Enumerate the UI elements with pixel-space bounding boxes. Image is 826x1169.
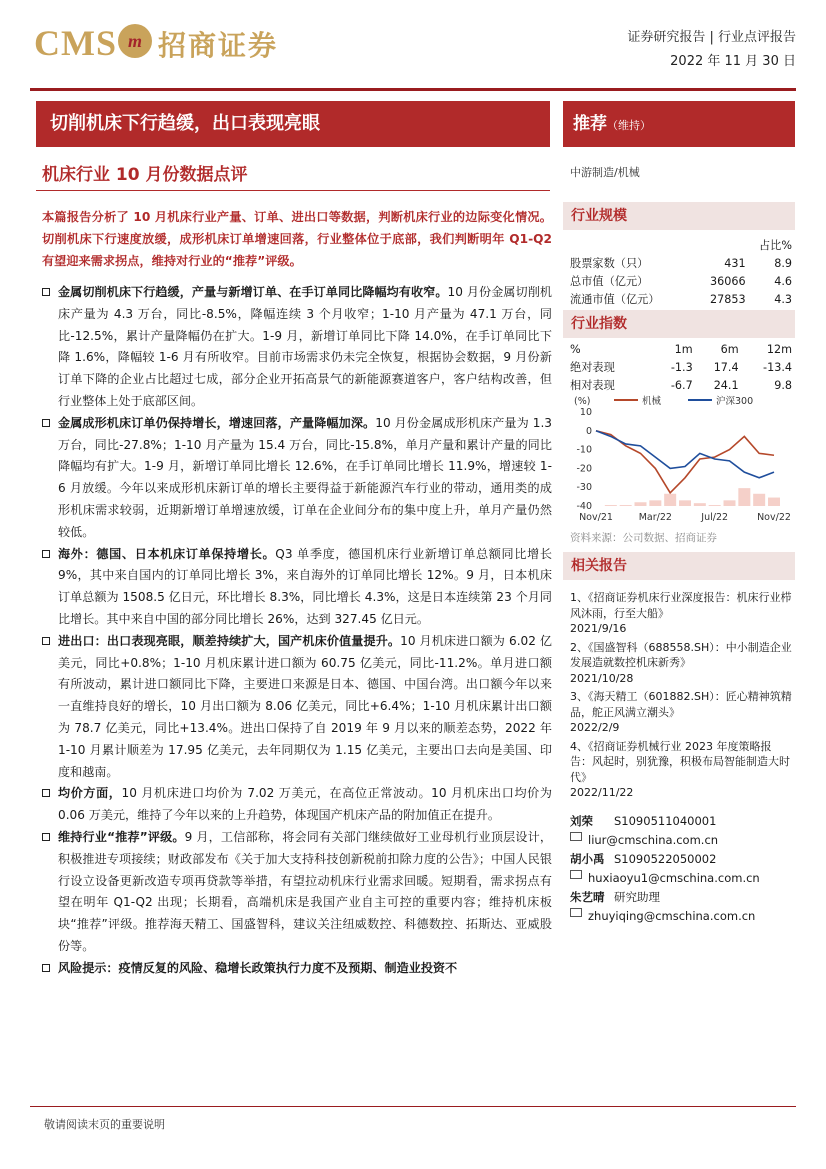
area-bar [724,500,736,506]
author-id: 研究助理 [614,890,660,904]
scale-label: 流通市值（亿元） [570,293,660,306]
scale-value: 27853 [710,292,746,306]
y-tick-label: 0 [585,425,592,437]
author-id: S1090522050002 [614,852,717,866]
logo-cn: 招商证券 [158,29,279,62]
bullet-head: 金属切削机床下行趋缓，产量与新增订单、在手订单同比降幅均有收窄。 [58,285,448,299]
report-title: 切削机床下行趋缓，出口表现亮眼 [36,101,550,147]
bullet-head: 金属成形机床订单仍保持增长，增速回落，产量降幅加深。 [58,415,376,430]
area-bar [664,494,676,506]
index-value: 9.8 [774,378,792,392]
index-value: -1.3 [670,360,693,374]
index-label: 绝对表现 [570,361,615,374]
bullet-head: 风险提示：疫情反复的风险、稳增长政策执行力度不及预期、制造业投资不 [58,960,458,975]
rating-label: 推荐 [573,114,607,134]
report-date: 2022/2/9 [570,721,620,734]
report-link[interactable]: 4、《招商证券机械行业 2023 年度策略报告：风起时，别犹豫，积极布局智能制造大时代》 [570,739,790,784]
index-value: 24.1 [713,378,739,392]
related-reports [570,590,792,804]
area-bar [635,502,647,506]
bullet-item [42,631,552,784]
report-date: 2022 年 11 月 30 日 [670,54,796,69]
x-tick-label: Jul/22 [701,512,729,523]
x-tick-label: Nov/22 [757,512,791,523]
report-date: 2021/9/16 [570,622,627,635]
rating-note: （维持） [607,119,651,132]
author-row [570,812,792,831]
scale-value: 431 [724,256,746,270]
scale-heading: 行业规模 [563,202,795,230]
bullet-text: Q3 单季度，德国机床行业新增订单总额同比增长 9%，其中来自国内的订单同比增长 3%，来自海外的订单同比增长 12%。9 月，日本机床订单总额为 1508.5 亿日元，环比增长 8.3%，同比增长 4.3%，这是日本连续第 23 个月同比增长。其中来自中国的部分同比增长 26%，达到 327.45 亿日元。 [58,546,552,626]
area-bar [753,494,765,506]
author-email-row[interactable] [570,869,792,888]
bullet-item [42,413,552,544]
chart-source: 资料来源：公司数据、招商证券 [570,532,717,544]
bullet-box-icon [42,964,50,972]
author-email-row[interactable] [570,831,792,850]
mail-icon [570,832,582,841]
scale-pct: 4.3 [774,292,792,306]
report-subtitle: 机床行业 10 月份数据点评 [42,165,248,185]
table-row [570,358,792,376]
author-name: 刘荣 [570,814,593,828]
x-tick-label: Mar/22 [638,512,672,523]
bullet-text: 9 月，工信部称，将会同有关部门继续做好工业母机行业顶层设计，积极推进专项接续；财政部发布《关于加大支持科技创新税前扣除力度的公告》；中国人民银行设立设备更新改造专项再贷款等举措，有望拉动机床行业需求回暖。短期看，需求拐点有望在明年 Q1-Q2 出现；长期看，高端机床是我国产业自主可控的重要内容；维持机床板块“推荐”评级。推荐海天精工、国盛智科，建议关注纽威数控、科德数控、拓斯达、亚威股份等。 [58,829,552,953]
area-bar [694,503,706,506]
report-date: 2022/11/22 [570,786,634,799]
bullet-text: 10 月份金属成形机床产量为 1.3 万台，同比-27.8%；1-10 月产量为 15.4 万台，同比-15.8%，单月产量和累计产量的同比降幅均有扩大。1-9 月，新增订单同比增长 12.6%，在手订单同比增长 11.9%，增速较 1-6 月放缓。今年以来成形机床新订单的增长主要得益于新能源汽车行业的带动，通用类的成形机床需求较弱，近期新增订单增速放缓，订单在企业间分布的集中度上升，单月产量仍然较低。 [58,415,552,539]
table-row [570,272,792,290]
scale-pct: 8.9 [774,256,792,270]
index-table [570,340,792,394]
scale-label: 总市值（亿元） [570,275,649,288]
list-item[interactable] [570,640,792,687]
list-item[interactable] [570,689,792,736]
bullet-text: 10 月机床进口额为 6.02 亿美元，同比+0.8%；1-10 月机床累计进口额为 60.75 亿美元，同比-11.2%。单月进口额有所波动，累计进口额同比下降，主要进口来源是日本、德国、中国台湾。出口额今年以来一直维持良好的增长，10 月出口额为 8.06 亿美元，同比+6.4%；1-10 月机床累计出口额为 78.7 亿美元，同比+13.4%。进出口保持了自 2019 年 9 月以来的顺差态势，2022 年 1-10 月累计顺差为 17.95 亿美元，去年同期仅为 1.15 亿美元，主要出口去向是美国、印度和越南。 [58,633,552,779]
header-divider [30,88,796,91]
report-link[interactable]: 1、《招商证券机床行业深度报告：机床行业栉风沐雨，行至大船》 [570,591,792,620]
report-link[interactable]: 3、《海天精工（601882.SH）：匠心精神筑精品，舵正风满立潮头》 [570,690,792,719]
bullet-item [42,783,552,827]
x-tick-label: Nov/21 [579,512,613,523]
bullet-head: 海外：德国、日本机床订单保持增长。 [58,546,276,561]
y-axis-label: (%) [574,396,591,407]
subtitle-divider [36,190,550,191]
mail-icon [570,908,582,917]
index-heading: 行业指数 [563,310,795,338]
pct-header: 占比% [758,239,792,252]
area-bar [679,500,691,506]
y-tick-label: -30 [576,482,592,494]
bullet-box-icon [42,288,50,296]
sector-label: 中游制造/机械 [570,166,640,179]
bullet-text: 10 月机床进口均价为 7.02 万美元，在高位正常波动。10 月机床出口均价为 0.06 万美元，维持了今年以来的上升趋势，体现国产机床产品的附加值正在提升。 [58,786,552,823]
author-email-row[interactable] [570,907,792,926]
report-type: 证券研究报告 | 行业点评报告 [627,30,796,45]
footer-note: 敬请阅读末页的重要说明 [44,1118,165,1131]
col-header: 1m [674,342,693,356]
y-tick-label: -20 [576,463,592,475]
list-item[interactable] [570,739,792,801]
area-bar [768,498,780,506]
area-bar [620,505,632,506]
scale-value: 36066 [710,274,746,288]
y-tick-label: -40 [576,501,592,512]
bullet-item [42,544,552,631]
author-row [570,850,792,869]
rating-banner [563,101,795,147]
bullet-box-icon [42,637,50,645]
col-header: 6m [720,342,739,356]
scale-label: 股票家数（只） [570,257,649,270]
y-tick-label: 10 [579,407,592,418]
bullet-box-icon [42,833,50,841]
table-header [570,340,792,358]
bullet-head: 维持行业“推荐”评级。 [58,829,185,844]
series-line [596,431,774,493]
col-header: 12m [766,342,792,356]
scale-table [570,236,792,308]
author-email[interactable]: huxiaoyu1@cmschina.com.cn [588,871,760,885]
author-row [570,888,792,907]
author-name: 朱艺晴 [570,890,605,904]
area-bar [709,505,721,506]
index-value: -6.7 [670,378,693,392]
table-row [570,376,792,394]
area-bar [605,505,617,506]
bullet-head: 进出口：出口表现亮眼，顺差持续扩大，国产机床价值量提升。 [58,633,401,648]
scale-pct: 4.6 [774,274,792,288]
bullet-item [42,958,552,980]
index-value: -13.4 [763,360,792,374]
area-bar [738,488,750,506]
author-email[interactable]: zhuyiqing@cmschina.com.cn [588,909,756,923]
footer-divider [30,1106,796,1107]
related-heading: 相关报告 [563,552,795,580]
bullet-box-icon [42,419,50,427]
logo-mark-icon: m [118,24,152,58]
abstract: 本篇报告分析了 10 月机床行业产量、订单、进出口等数据，判断机床行业的边际变化情况。切削机床下行速度放缓，成形机床订单增速回落，行业整体位于底部，我们判断明年 Q1-Q2 有望迎来需求拐点，维持对行业的“推荐”评级。 [42,210,552,268]
bullet-item [42,282,552,413]
authors [570,812,792,926]
author-name: 胡小禹 [570,852,605,866]
legend-label: 机械 [642,396,662,407]
logo-latin: CMS [34,23,117,63]
table-row [570,290,792,308]
index-value: 17.4 [713,360,739,374]
report-date: 2021/10/28 [570,671,634,685]
author-id: S1090511040001 [614,814,717,828]
report-link[interactable]: 2、《国盛智科（688558.SH）：中小制造企业发展造就数控机床新秀》 [570,640,792,669]
y-tick-label: -10 [576,444,592,456]
table-row [570,254,792,272]
index-chart [566,394,796,526]
area-bar [649,500,661,506]
mail-icon [570,870,582,879]
bullet-text: 10 月份金属切削机床产量为 4.3 万台，同比-8.5%，降幅连续 3 个月收窄；1-10 月产量为 47.1 万台，同比-12.5%，累计产量降幅仍在扩大。1-9 月，新增订单同比下降 14.0%，在手订单同比下降 1.6%，降幅较 1-6 月有所收窄。目前市场需求仍未完全恢复，根据协会数据，9 月份新订单下降的企业占比超过七成，部分企业开拓高景气的新能源赛道客户，客户结构改善，但行业整体上处于底部区间。 [58,285,552,408]
bullet-item [42,827,552,958]
legend-label: 沪深300 [716,396,754,407]
bullet-head: 均价方面， [58,786,122,801]
list-item[interactable] [570,590,792,637]
author-email[interactable]: liur@cmschina.com.cn [588,833,719,847]
col-header: % [570,342,581,356]
index-label: 相对表现 [570,379,615,392]
bullet-box-icon [42,789,50,797]
body-bullets [42,282,552,980]
series-line [596,431,774,478]
bullet-box-icon [42,550,50,558]
